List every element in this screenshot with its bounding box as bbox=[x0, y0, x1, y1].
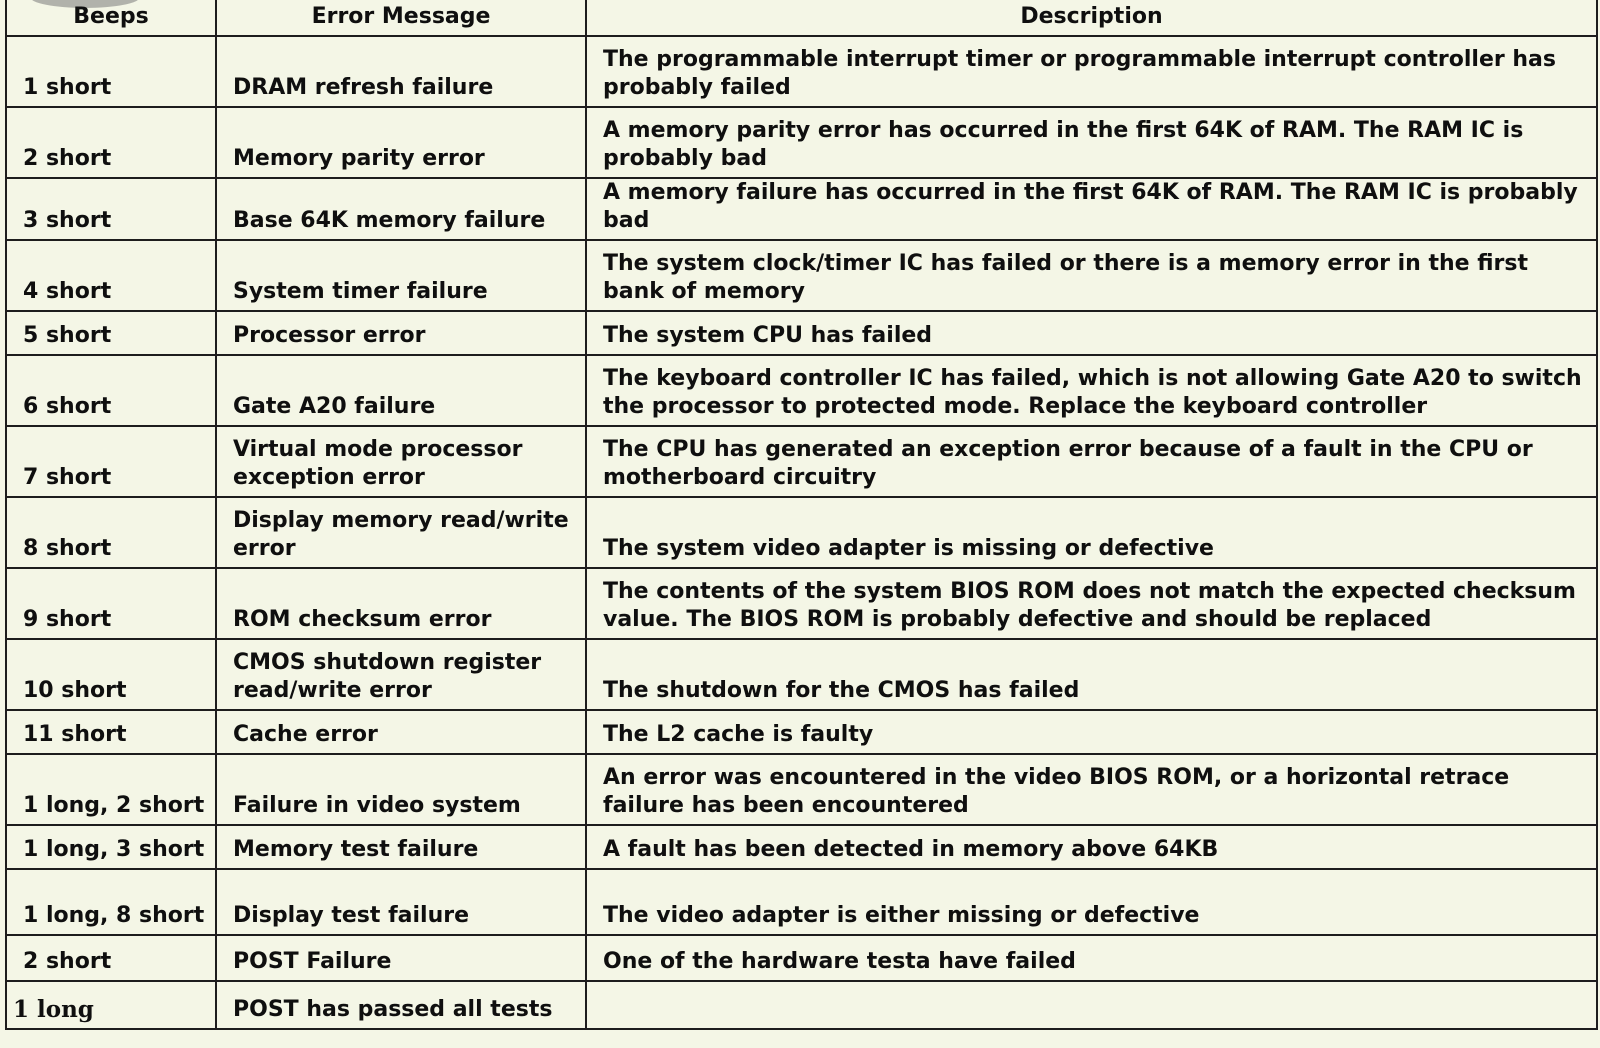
beeps-cell: 1 long, 8 short bbox=[6, 869, 216, 935]
table-row bbox=[6, 36, 1597, 107]
table-row bbox=[6, 107, 1597, 178]
table-row bbox=[6, 568, 1597, 639]
beeps-cell: 1 long bbox=[6, 981, 216, 1029]
header-error-message: Error Message bbox=[216, 0, 586, 36]
header-row bbox=[6, 0, 1597, 36]
table-row bbox=[6, 426, 1597, 497]
beeps-cell: 2 short bbox=[6, 935, 216, 981]
table-row bbox=[6, 240, 1597, 311]
beep-codes-table bbox=[5, 0, 1598, 1030]
table-row bbox=[6, 869, 1597, 935]
table-row bbox=[6, 825, 1597, 869]
beeps-cell: 3 short bbox=[6, 178, 216, 240]
beeps-cell: 11 short bbox=[6, 710, 216, 754]
description-cell: A memory failure has occurred in the first 64K of RAM. The RAM IC is probably bad bbox=[586, 178, 1597, 240]
beeps-cell: 10 short bbox=[6, 639, 216, 710]
description-cell: The shutdown for the CMOS has failed bbox=[586, 639, 1597, 710]
message-cell: Failure in video system bbox=[216, 754, 586, 825]
message-cell: Display test failure bbox=[216, 869, 586, 935]
message-cell: Virtual mode processor exception error bbox=[216, 426, 586, 497]
table-row bbox=[6, 311, 1597, 355]
message-cell: Base 64K memory failure bbox=[216, 178, 586, 240]
beeps-cell: 2 short bbox=[6, 107, 216, 178]
message-cell: Display memory read/write error bbox=[216, 497, 586, 568]
beeps-cell: 1 short bbox=[6, 36, 216, 107]
table-row bbox=[6, 981, 1597, 1029]
message-cell: Gate A20 failure bbox=[216, 355, 586, 426]
message-cell: CMOS shutdown register read/write error bbox=[216, 639, 586, 710]
beeps-cell: 9 short bbox=[6, 568, 216, 639]
message-cell: POST Failure bbox=[216, 935, 586, 981]
beeps-cell: 4 short bbox=[6, 240, 216, 311]
description-cell: The system CPU has failed bbox=[586, 311, 1597, 355]
message-cell: ROM checksum error bbox=[216, 568, 586, 639]
header-beeps: Beeps bbox=[6, 0, 216, 36]
description-cell: The programmable interrupt timer or programmable interrupt controller has probably failed bbox=[586, 36, 1597, 107]
beeps-cell: 7 short bbox=[6, 426, 216, 497]
message-cell: Cache error bbox=[216, 710, 586, 754]
beeps-cell: 5 short bbox=[6, 311, 216, 355]
description-cell: The system clock/timer IC has failed or there is a memory error in the first bank of memory bbox=[586, 240, 1597, 311]
description-cell: The L2 cache is faulty bbox=[586, 710, 1597, 754]
description-cell: The video adapter is either missing or defective bbox=[586, 869, 1597, 935]
description-cell: The keyboard controller IC has failed, which is not allowing Gate A20 to switch the processor to protected mode. Replace the keyboard controller bbox=[586, 355, 1597, 426]
description-cell: A memory parity error has occurred in the first 64K of RAM. The RAM IC is probably bad bbox=[586, 107, 1597, 178]
table-row bbox=[6, 497, 1597, 568]
table-row bbox=[6, 710, 1597, 754]
message-cell: POST has passed all tests bbox=[216, 981, 586, 1029]
description-cell: An error was encountered in the video BIOS ROM, or a horizontal retrace failure has been encountered bbox=[586, 754, 1597, 825]
message-cell: Memory test failure bbox=[216, 825, 586, 869]
beeps-cell: 1 long, 2 short bbox=[6, 754, 216, 825]
description-cell: The contents of the system BIOS ROM does not match the expected checksum value. The BIOS ROM is probably defective and should be replaced bbox=[586, 568, 1597, 639]
message-cell: Memory parity error bbox=[216, 107, 586, 178]
header-description: Description bbox=[586, 0, 1597, 36]
message-cell: Processor error bbox=[216, 311, 586, 355]
message-cell: DRAM refresh failure bbox=[216, 36, 586, 107]
table-row bbox=[6, 935, 1597, 981]
table-row bbox=[6, 754, 1597, 825]
description-cell: The CPU has generated an exception error because of a fault in the CPU or motherboard circuitry bbox=[586, 426, 1597, 497]
description-cell: One of the hardware testa have failed bbox=[586, 935, 1597, 981]
description-cell: The system video adapter is missing or defective bbox=[586, 497, 1597, 568]
beeps-cell: 6 short bbox=[6, 355, 216, 426]
message-cell: System timer failure bbox=[216, 240, 586, 311]
table-row bbox=[6, 355, 1597, 426]
table-row bbox=[6, 178, 1597, 240]
beeps-cell: 1 long, 3 short bbox=[6, 825, 216, 869]
description-cell: A fault has been detected in memory above 64KB bbox=[586, 825, 1597, 869]
description-cell bbox=[586, 981, 1597, 1029]
beeps-cell: 8 short bbox=[6, 497, 216, 568]
table-row bbox=[6, 639, 1597, 710]
